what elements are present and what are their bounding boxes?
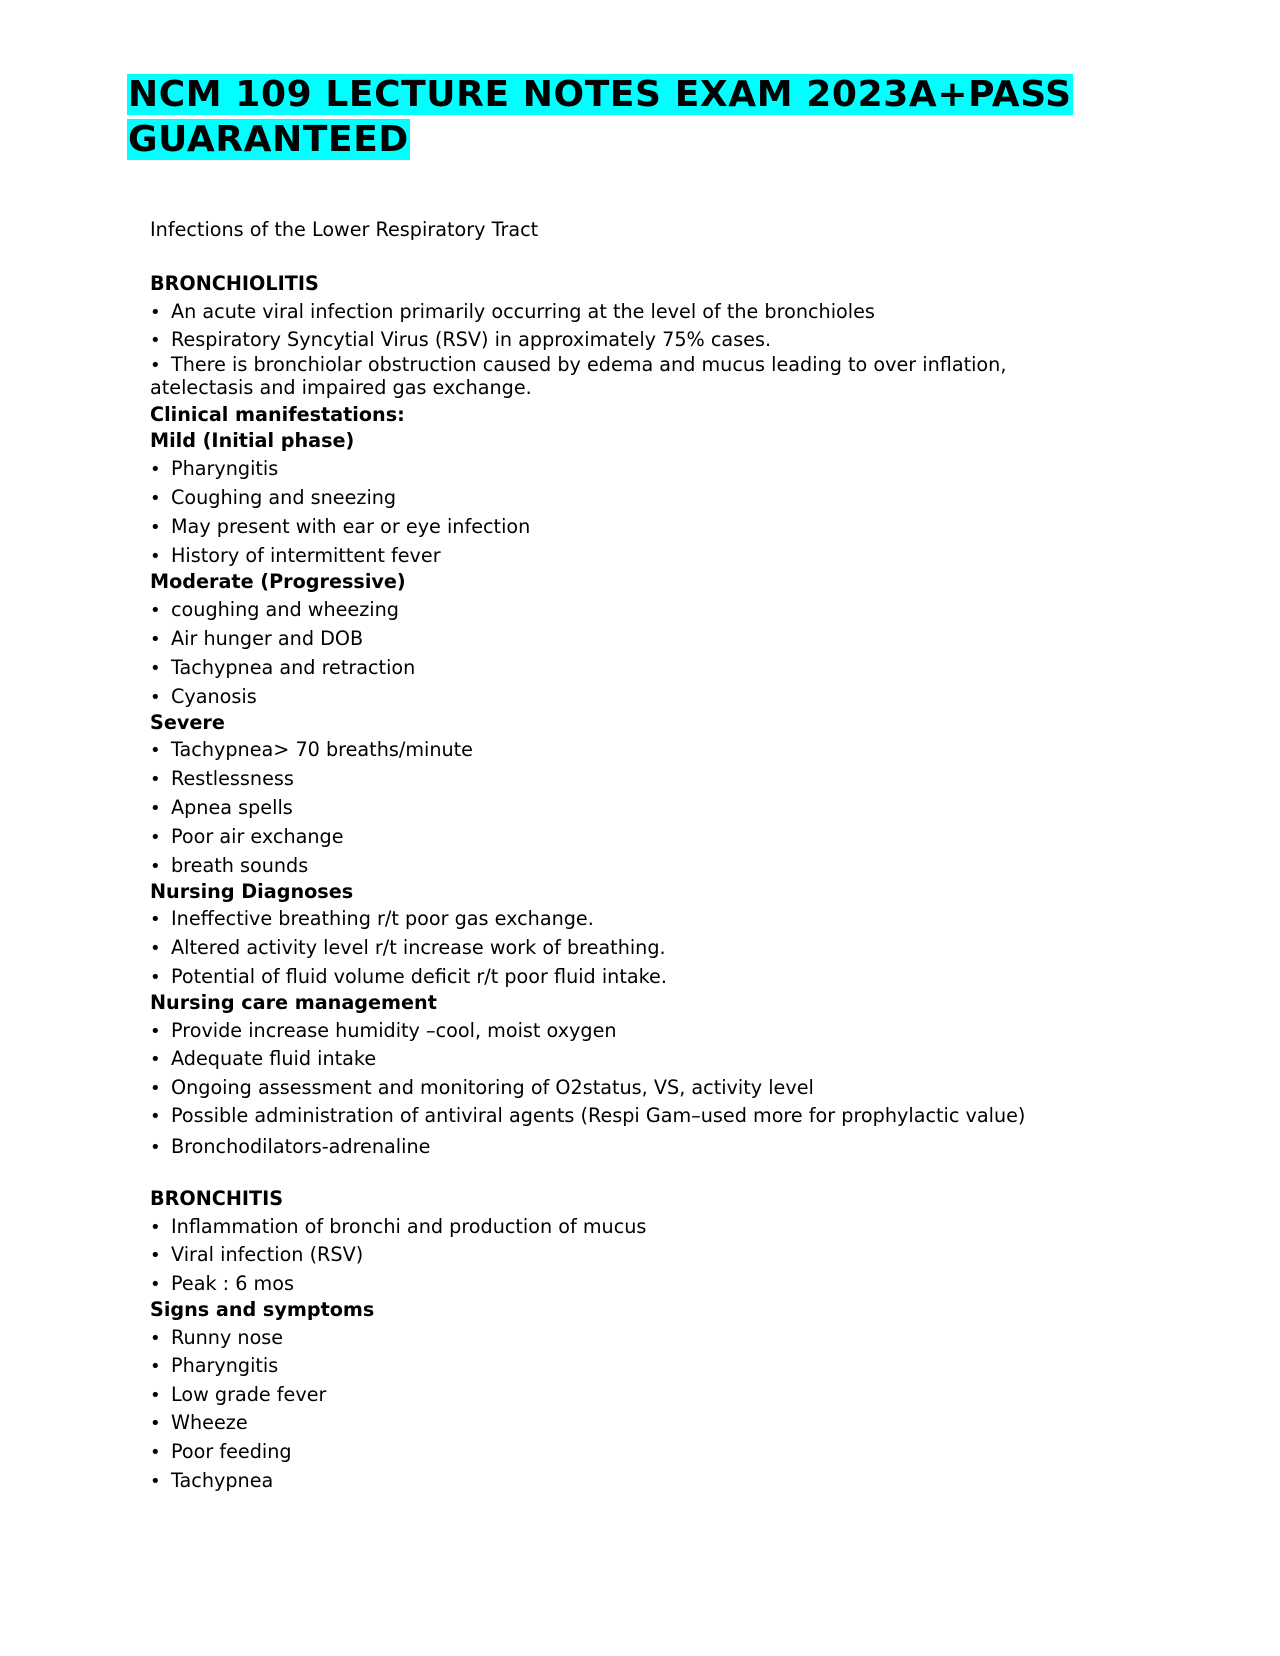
list-item: • Wheeze: [150, 1411, 248, 1434]
bullet-icon: •: [150, 546, 161, 567]
bullet-icon: •: [150, 1274, 161, 1295]
list-item: • breath sounds: [150, 854, 309, 877]
bullet-icon: •: [150, 1049, 161, 1070]
moderate-heading: Moderate (Progressive): [150, 570, 406, 593]
bullet-icon: •: [150, 1021, 161, 1042]
list-item: • Pharyngitis: [150, 457, 279, 480]
list-item: • Respiratory Syncytial Virus (RSV) in approximately 75% cases.: [150, 328, 772, 351]
bullet-icon: •: [150, 1078, 161, 1099]
list-item: • Low grade fever: [150, 1383, 327, 1406]
bronchitis-heading: BRONCHITIS: [150, 1187, 284, 1210]
list-item: • Peak : 6 mos: [150, 1272, 294, 1295]
bullet-icon: •: [150, 856, 161, 877]
bullet-icon: •: [150, 355, 161, 376]
bullet-icon: •: [150, 909, 161, 930]
list-item: • History of intermittent fever: [150, 544, 441, 567]
list-item: • Bronchodilators-adrenaline: [150, 1135, 431, 1158]
list-item: • Provide increase humidity –cool, moist oxygen: [150, 1019, 617, 1042]
list-item: • Cyanosis: [150, 685, 257, 708]
list-item: • Runny nose: [150, 1326, 284, 1349]
severe-heading: Severe: [150, 711, 225, 734]
list-item: • Apnea spells: [150, 796, 293, 819]
list-item: • Restlessness: [150, 767, 294, 790]
diagnoses-heading: Nursing Diagnoses: [150, 880, 354, 903]
bronchiolitis-heading: BRONCHIOLITIS: [150, 272, 319, 295]
bullet-icon: •: [150, 827, 161, 848]
bullet-icon: •: [150, 1442, 161, 1463]
bullet-icon: •: [150, 302, 161, 323]
bullet-icon: •: [150, 740, 161, 761]
bullet-icon: •: [150, 1328, 161, 1349]
list-item: • An acute viral infection primarily occurring at the level of the bronchioles: [150, 300, 875, 323]
bullet-icon: •: [150, 1106, 161, 1127]
list-item: • Coughing and sneezing: [150, 486, 397, 509]
care-heading: Nursing care management: [150, 991, 437, 1014]
bullet-icon: •: [150, 1385, 161, 1406]
list-item: • Tachypnea: [150, 1469, 274, 1492]
blank-line: [150, 242, 1100, 266]
list-item: • Air hunger and DOB: [150, 627, 364, 650]
list-item: • Tachypnea and retraction: [150, 656, 416, 679]
intro-text: Infections of the Lower Respiratory Tract: [150, 218, 539, 241]
bullet-icon: •: [150, 658, 161, 679]
bullet-icon: •: [150, 1245, 161, 1266]
signs-heading: Signs and symptoms: [150, 1298, 375, 1321]
list-item: • May present with ear or eye infection: [150, 515, 531, 538]
list-item: • coughing and wheezing: [150, 598, 399, 621]
bullet-icon: •: [150, 769, 161, 790]
bullet-icon: •: [150, 1217, 161, 1238]
bullet-icon: •: [150, 938, 161, 959]
bullet-icon: •: [150, 967, 161, 988]
document-body: [150, 218, 1100, 1494]
list-item: • Pharyngitis: [150, 1354, 279, 1377]
bullet-icon: •: [150, 517, 161, 538]
bullet-icon: •: [150, 1137, 161, 1158]
bullet-icon: •: [150, 798, 161, 819]
bullet-icon: •: [150, 1471, 161, 1492]
list-item: • Poor feeding: [150, 1440, 292, 1463]
bullet-icon: •: [150, 1413, 161, 1434]
blank-line: [150, 1162, 1100, 1186]
list-item: • There is bronchiolar obstruction caused by edema and mucus leading to over inflation, atelectasis and impaired gas exchange.: [150, 353, 1007, 399]
bullet-icon: •: [150, 1356, 161, 1377]
title-highlight: NCM 109 LECTURE NOTES EXAM 2023A+PASS GUARANTEED: [128, 74, 1072, 160]
bullet-icon: •: [150, 687, 161, 708]
bullet-icon: •: [150, 488, 161, 509]
clinical-heading: Clinical manifestations:: [150, 403, 405, 426]
bullet-icon: •: [150, 600, 161, 621]
bullet-icon: •: [150, 330, 161, 351]
list-item: • Inflammation of bronchi and production of mucus: [150, 1215, 647, 1238]
bullet-icon: •: [150, 459, 161, 480]
list-item: • Ongoing assessment and monitoring of O2status, VS, activity level: [150, 1076, 814, 1099]
list-item: • Altered activity level r/t increase work of breathing.: [150, 936, 666, 959]
bullet-icon: •: [150, 629, 161, 650]
list-item: • Viral infection (RSV): [150, 1243, 364, 1266]
list-item: • Possible administration of antiviral agents (Respi Gam–used more for prophylactic value): [150, 1104, 1026, 1127]
list-item: • Adequate fluid intake: [150, 1047, 377, 1070]
document-title: [127, 72, 1127, 162]
list-item: • Ineffective breathing r/t poor gas exchange.: [150, 907, 594, 930]
mild-heading: Mild (Initial phase): [150, 429, 355, 452]
list-item: • Poor air exchange: [150, 825, 344, 848]
list-item: • Potential of fluid volume deficit r/t poor fluid intake.: [150, 965, 667, 988]
list-item: • Tachypnea> 70 breaths/minute: [150, 738, 473, 761]
